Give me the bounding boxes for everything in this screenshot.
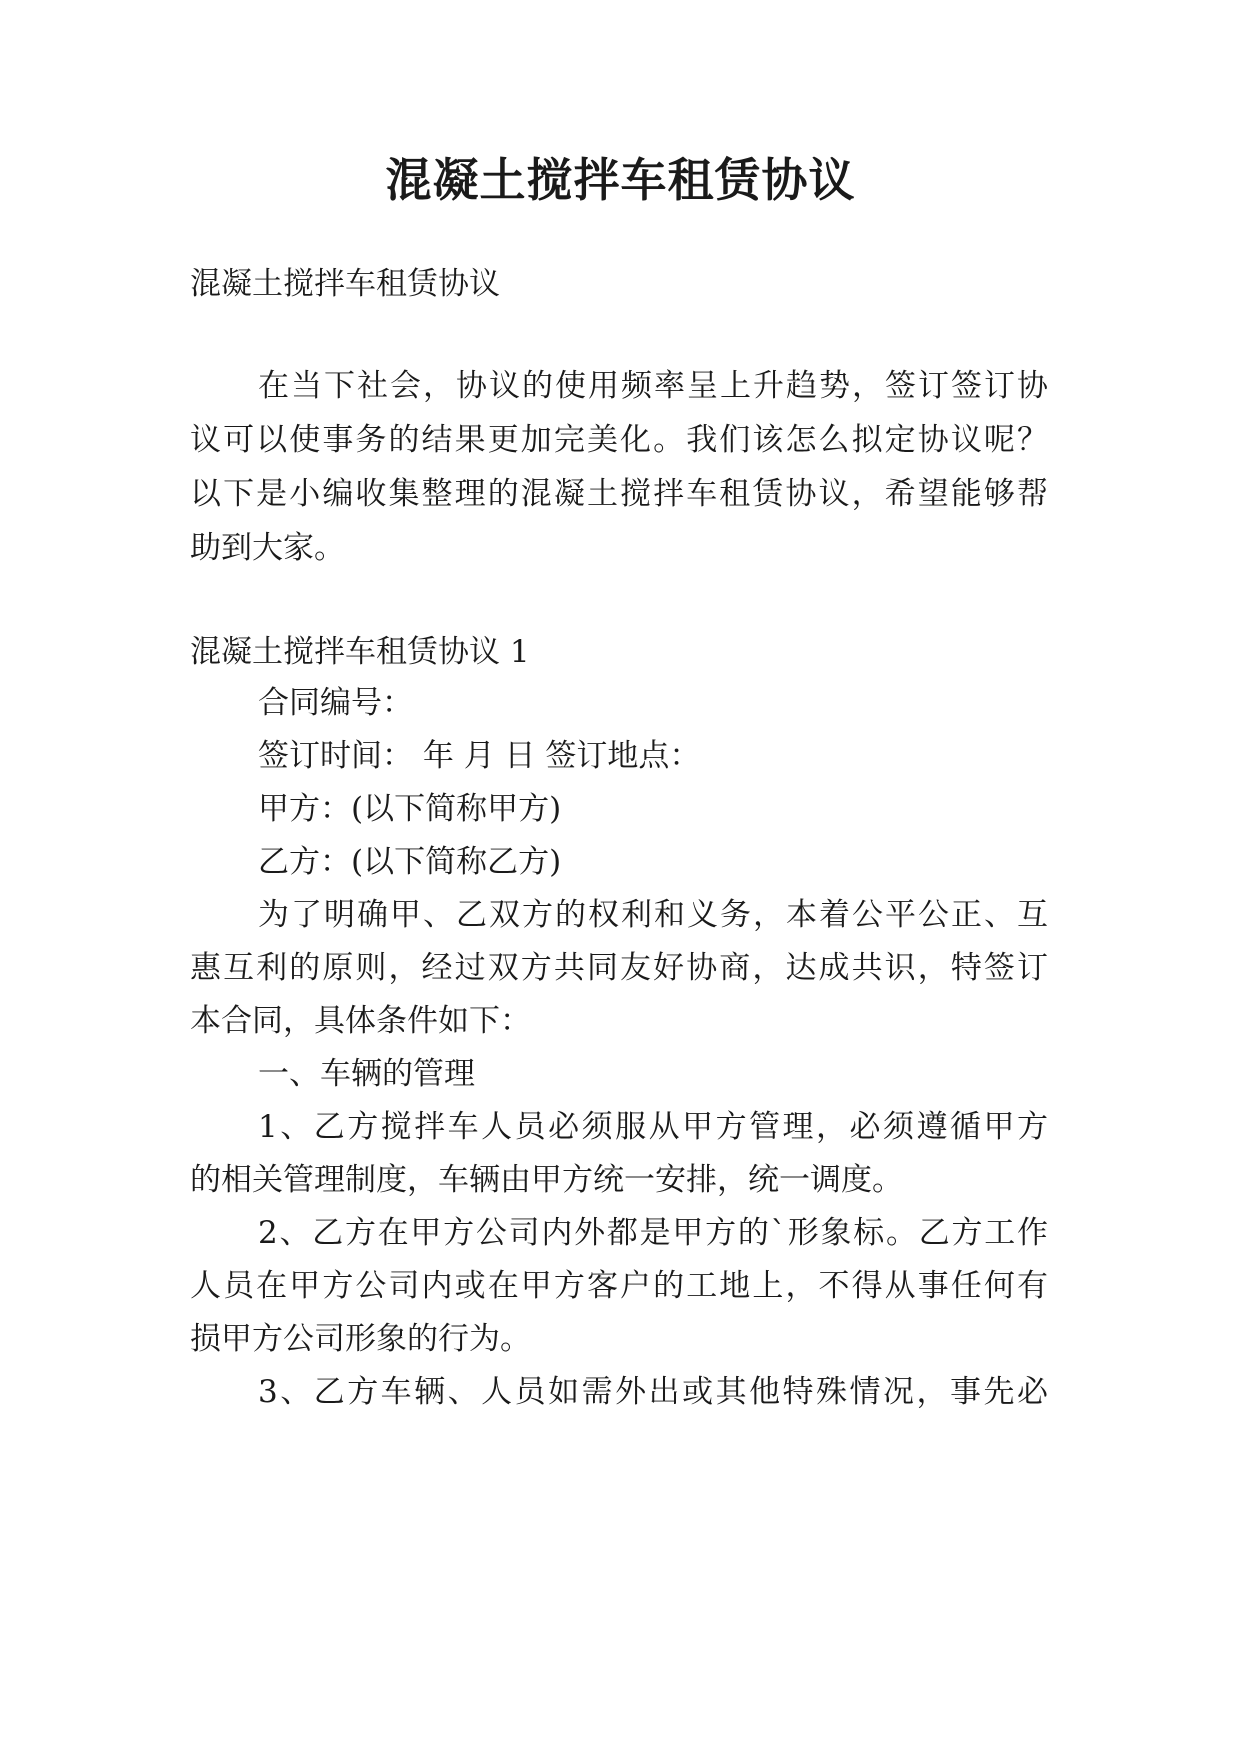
party-a: 甲方：(以下简称甲方)	[258, 791, 562, 827]
preamble-line-2: 惠互利的原则，经过双方共同友好协商，达成共识，特签订	[190, 950, 1048, 986]
preamble-line-3: 本合同，具体条件如下：	[190, 1003, 531, 1039]
clause-2-line-3: 损甲方公司形象的行为。	[190, 1321, 531, 1357]
clause-2-line-1: 2、乙方在甲方公司内外都是甲方的`形象标。乙方工作	[258, 1215, 1048, 1251]
clause-2-line-2: 人员在甲方公司内或在甲方客户的工地上，不得从事任何有	[190, 1268, 1048, 1304]
document-subtitle: 混凝土搅拌车租赁协议	[190, 266, 500, 302]
intro-line-1: 在当下社会，协议的使用频率呈上升趋势，签订签订协	[258, 368, 1048, 404]
clause-1-line-2: 的相关管理制度，车辆由甲方统一安排，统一调度。	[190, 1162, 903, 1198]
section-heading: 混凝土搅拌车租赁协议 1	[190, 634, 530, 670]
party-b: 乙方：(以下简称乙方)	[258, 844, 562, 880]
document-title: 混凝土搅拌车租赁协议	[385, 153, 856, 207]
sign-time-place: 签订时间： 年 月 日 签订地点：	[258, 738, 701, 774]
clause-3-line-1: 3、乙方车辆、人员如需外出或其他特殊情况，事先必	[258, 1374, 1048, 1410]
intro-line-3: 以下是小编收集整理的混凝土搅拌车租赁协议，希望能够帮	[190, 476, 1048, 512]
clause-1-line-1: 1、乙方搅拌车人员必须服从甲方管理，必须遵循甲方	[258, 1109, 1048, 1145]
contract-number-label: 合同编号：	[258, 685, 413, 721]
clause-heading: 一、车辆的管理	[258, 1056, 475, 1092]
intro-line-2: 议可以使事务的结果更加完美化。我们该怎么拟定协议呢？	[190, 422, 1048, 458]
preamble-line-1: 为了明确甲、乙双方的权利和义务，本着公平公正、互	[258, 897, 1048, 933]
intro-line-4: 助到大家。	[190, 530, 345, 566]
